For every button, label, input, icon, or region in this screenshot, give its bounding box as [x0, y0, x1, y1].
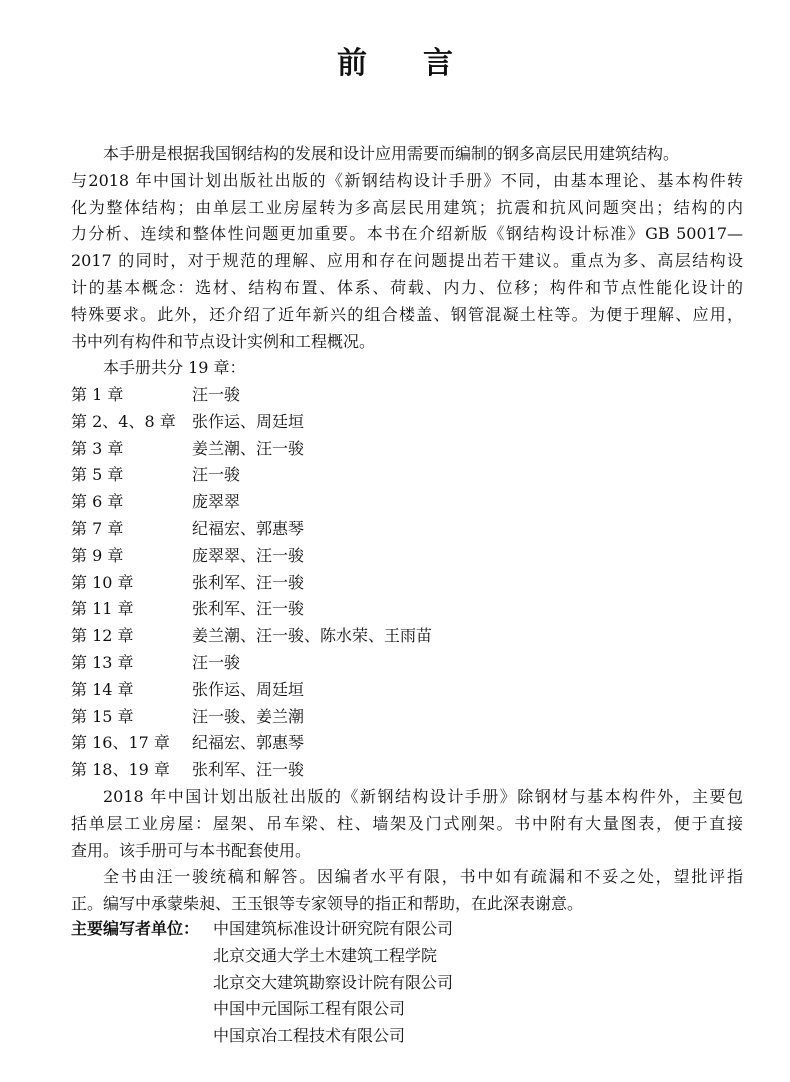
chapter-number: 第 6 章 — [71, 492, 124, 512]
chapter-authors: 纪福宏、郭惠琴 — [192, 733, 305, 753]
chapter-authors: 庞翠翠 — [192, 492, 241, 512]
unit-name: 中国中元国际工程有限公司 — [213, 999, 406, 1019]
related-paragraph — [71, 784, 743, 864]
chapter-authors: 纪福宏、郭惠琴 — [192, 518, 305, 538]
chapter-authors: 姜兰潮、汪一骏 — [192, 438, 305, 458]
text-line: 2018 年中国计划出版社出版的《新钢结构设计手册》除钢材与基本构件外，主要包 — [103, 787, 743, 806]
chapter-number: 第 15 章 — [71, 706, 134, 726]
text-line: 本手册是根据我国钢结构的发展和设计应用需要而编制的钢多高层民用建筑结构。 — [103, 144, 680, 163]
thanks-paragraph — [71, 864, 743, 918]
text-line: 计的基本概念：选材、结构布置、体系、荷载、内力、位移；构件和节点性能化设计的 — [71, 277, 743, 297]
chapter-authors: 汪一骏 — [192, 465, 241, 485]
unit-name: 中国建筑标准设计研究院有限公司 — [213, 919, 454, 938]
text-line: 2017 的同时，对于规范的理解、应用和存在问题提出若干建议。重点为多、高层结构设 — [71, 251, 743, 271]
text-line: 力分析、连续和整体性问题更加重要。本书在介绍新版《钢结构设计标准》GB 50017— — [71, 224, 743, 244]
chapter-number: 第 14 章 — [71, 679, 134, 699]
chapter-authors: 张利军、汪一骏 — [192, 572, 305, 592]
chapter-authors: 张利军、汪一骏 — [192, 760, 305, 780]
chapter-number: 第 12 章 — [71, 626, 134, 646]
text-line: 括单层工业房屋：屋架、吊车梁、柱、墙架及门式刚架。书中附有大量图表，便于直接 — [71, 813, 743, 833]
text-line: 特殊要求。此外，还介绍了近年新兴的组合楼盖、钢管混凝土柱等。为便于理解、应用， — [71, 304, 743, 324]
title-char: 言 — [423, 46, 453, 81]
chapter-authors: 汪一骏 — [192, 385, 241, 404]
chapter-authors: 张利军、汪一骏 — [192, 599, 305, 619]
intro-paragraph — [71, 141, 743, 382]
chapter-number: 第 16、17 章 — [71, 733, 170, 753]
chapter-number: 第 1 章 — [71, 385, 124, 404]
text-line: 与2018 年中国计划出版社出版的《新钢结构设计手册》不同，由基本理论、基本构件转 — [71, 170, 743, 190]
text-line: 查用。该手册可与本书配套使用。 — [71, 840, 312, 860]
text-line: 正。编写中承蒙柴昶、王玉银等专家领导的指正和帮助，在此深表谢意。 — [71, 893, 584, 913]
text-line: 书中列有构件和节点设计实例和工程概况。 — [71, 331, 376, 351]
chapter-number: 第 11 章 — [71, 599, 134, 619]
chapter-number: 第 13 章 — [71, 652, 134, 672]
page-title — [0, 38, 790, 82]
chapter-number: 第 7 章 — [71, 518, 124, 538]
chapter-number: 第 2、4、8 章 — [71, 411, 176, 431]
chapter-number: 第 18、19 章 — [71, 760, 170, 780]
chapter-number: 第 5 章 — [71, 465, 124, 485]
text-line: 全书由汪一骏统稿和解答。因编者水平有限，书中如有疏漏和不妥之处，望批评指 — [103, 867, 743, 886]
chapter-authors: 汪一骏、姜兰潮 — [192, 706, 305, 726]
unit-name: 北京交通大学土木建筑工程学院 — [213, 945, 438, 965]
chapter-authors: 张作运、周廷垣 — [192, 679, 305, 699]
unit-name: 中国京冶工程技术有限公司 — [213, 1026, 406, 1046]
chapter-authors: 张作运、周廷垣 — [192, 411, 305, 431]
chapter-number: 第 3 章 — [71, 438, 124, 458]
title-char: 前 — [337, 46, 367, 81]
units-label: 主要编写者单位： — [71, 919, 200, 938]
unit-name: 北京交大建筑勘察设计院有限公司 — [213, 972, 454, 992]
chapters-intro: 本手册共分 19 章： — [103, 358, 246, 378]
chapter-authors: 汪一骏 — [192, 652, 241, 672]
chapter-number: 第 10 章 — [71, 572, 134, 592]
text-line: 化为整体结构；由单层工业房屋转为多高层民用建筑；抗震和抗风问题突出；结构的内 — [71, 197, 743, 217]
chapter-authors: 姜兰潮、汪一骏、陈水荣、王雨苗 — [192, 626, 433, 646]
chapter-number: 第 9 章 — [71, 545, 124, 565]
chapter-authors: 庞翠翠、汪一骏 — [192, 545, 305, 565]
